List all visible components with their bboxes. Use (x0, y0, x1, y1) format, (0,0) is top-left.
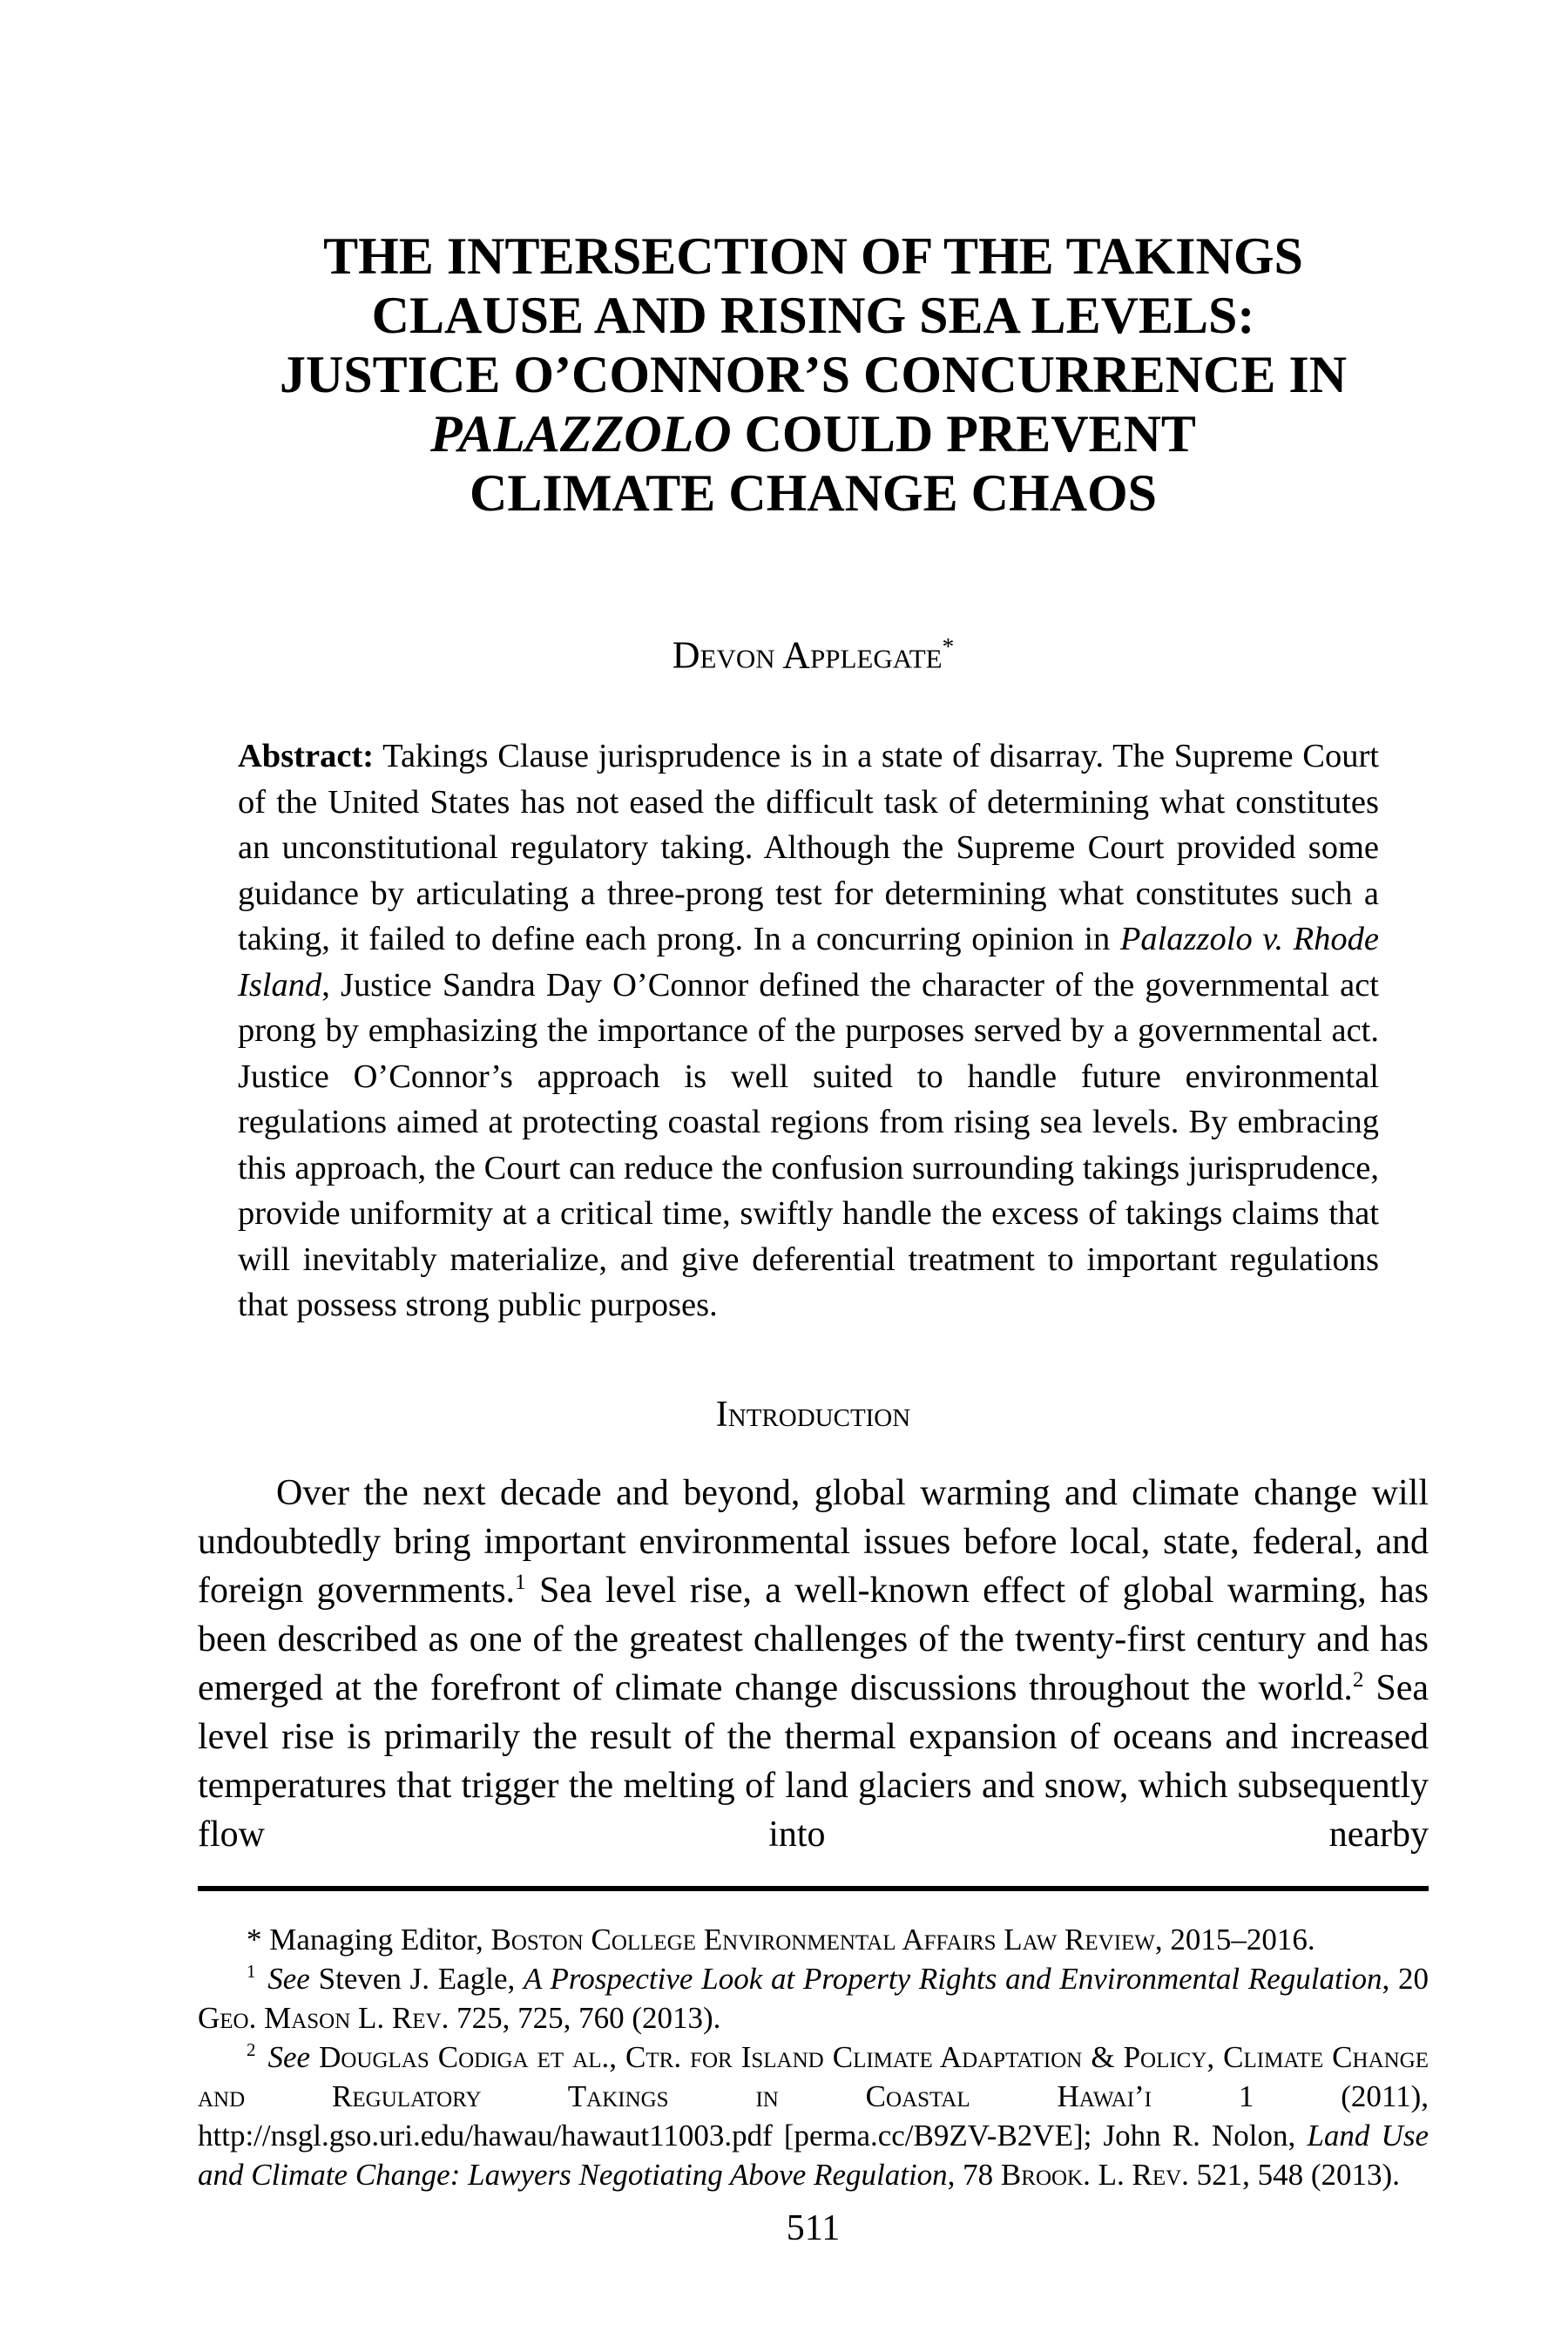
footnote-2-text-2: , 78 (947, 2158, 1001, 2192)
title-line-4-rest: COULD PREVENT (731, 405, 1196, 463)
footnote-1-article-title-italic: A Prospective Look at Property Rights and Environmental Regulation (524, 1962, 1382, 1996)
author-footnote-marker: * (942, 633, 955, 659)
footnote-star (198, 1920, 1429, 1959)
footnote-star-text-2: , 2015–2016. (1154, 1923, 1315, 1957)
page-number: 511 (786, 2208, 841, 2248)
title-line-2: CLAUSE AND RISING SEA LEVELS: (371, 287, 1255, 344)
footnote-1-text-3: 725, 725, 760 (2013). (449, 2001, 721, 2035)
footnote-1-see-italic: See (259, 1962, 319, 1996)
footnote-2 (198, 2038, 1429, 2194)
article-title (198, 226, 1429, 523)
abstract-label: Abstract: (238, 738, 375, 774)
footnote-star-text-1: Managing Editor, (269, 1923, 491, 1957)
footnote-2-see-italic: See (259, 2040, 320, 2074)
footnote-1-marker: 1 (247, 1961, 256, 1983)
abstract-body-1: Takings Clause jurisprudence is in a state of disarray. The Supreme Court of the United States has not eased the difficult task of determining what constitutes an unconstitutional regulatory taking. Although the Supreme Court provided some guidance by articulating a three-prong test for determining what constitutes such a taking, it failed to define each prong. In a concurring opinion in (238, 738, 1379, 957)
text-column (198, 0, 1429, 2352)
footnote-1 (198, 1959, 1429, 2038)
footnote-1-text-2: , 20 (1382, 1962, 1429, 1996)
title-line-4 (198, 404, 1429, 463)
footnote-1-reporter-smallcaps: Geo. Mason L. Rev. (198, 2001, 449, 2035)
footnotes-section (198, 1920, 1429, 2194)
introduction-paragraph (198, 1469, 1429, 1859)
title-line-5: CLIMATE CHANGE CHAOS (470, 464, 1157, 522)
footnote-2-article-title-italic: Land Use and Climate Change: Lawyers Negotiating Above Regulation (198, 2119, 1429, 2192)
abstract-body-2: , Justice Sandra Day O’Connor defined the character of the governmental act prong by emphasizing the importance of the purposes served by a governmental act. Justice O’Connor’s approach is well suited to handle future environmental regulations aimed at protecting coastal regions from rising sea levels. By embracing this approach, the Court can reduce the confusion surrounding takings jurisprudence, provide uniformity at a critical time, swiftly handle the excess of takings claims that will inevitably materialize, and give deferential treatment to important regulations that possess strong public purposes. (238, 966, 1379, 1323)
footnote-star-marker: * (247, 1923, 270, 1957)
footnote-2-marker: 2 (247, 2039, 256, 2061)
footnote-star-journal-smallcaps: Boston College Environmental Affairs Law Review (490, 1923, 1155, 1957)
introduction-text-2: Sea level rise, a well-known effect of global warming, has been described as one of the greatest challenges of the twenty-first century and has emerged at the forefront of climate change discussions throughout the world. (198, 1571, 1429, 1708)
abstract-paragraph (238, 733, 1379, 1328)
abstract-case-name-italic: Palazzolo v. Rhode Island (238, 921, 1379, 1004)
footnote-2-text-3: 521, 548 (2013). (1188, 2158, 1400, 2192)
footnote-ref-2: 2 (1352, 1668, 1364, 1692)
title-case-name-italic: PALAZZOLO (430, 405, 732, 463)
author-name: Devon Applegate (672, 633, 943, 677)
author-byline (198, 625, 1429, 678)
title-line-3: JUSTICE O’CONNOR’S CONCURRENCE IN (279, 346, 1348, 403)
footnote-1-text-1: Steven J. Eagle, (318, 1962, 524, 1996)
footnote-separator-rule (198, 1886, 1429, 1891)
footnote-2-reporter-smallcaps: Brook. L. Rev. (1000, 2158, 1189, 2192)
introduction-text-3: Sea level rise is primarily the result of the thermal expansion of oceans and increased temperatures that trigger the melting of land glaciers and snow, which subsequently flow into nearby (198, 1668, 1429, 1855)
footnote-2-text-1: 1 (2011), http://nsgl.gso.uri.edu/hawau/hawaut11003.pdf [perma.cc/B9ZV-B2VE]; John R. Nolon, (198, 2079, 1429, 2153)
introduction-text-1: Over the next decade and beyond, global warming and climate change will undoubtedly bring important environmental issues before local, state, federal, and foreign governments. (198, 1473, 1429, 1611)
footnote-ref-1: 1 (515, 1571, 526, 1594)
footnote-2-source-smallcaps: Douglas Codiga et al., Ctr. for Island Climate Adaptation & Policy, Climate Change and Regulatory Takings in Coastal Hawai’i (198, 2040, 1429, 2113)
title-line-1: THE INTERSECTION OF THE TAKINGS (323, 227, 1303, 285)
section-heading-introduction: Introduction (715, 1395, 911, 1435)
